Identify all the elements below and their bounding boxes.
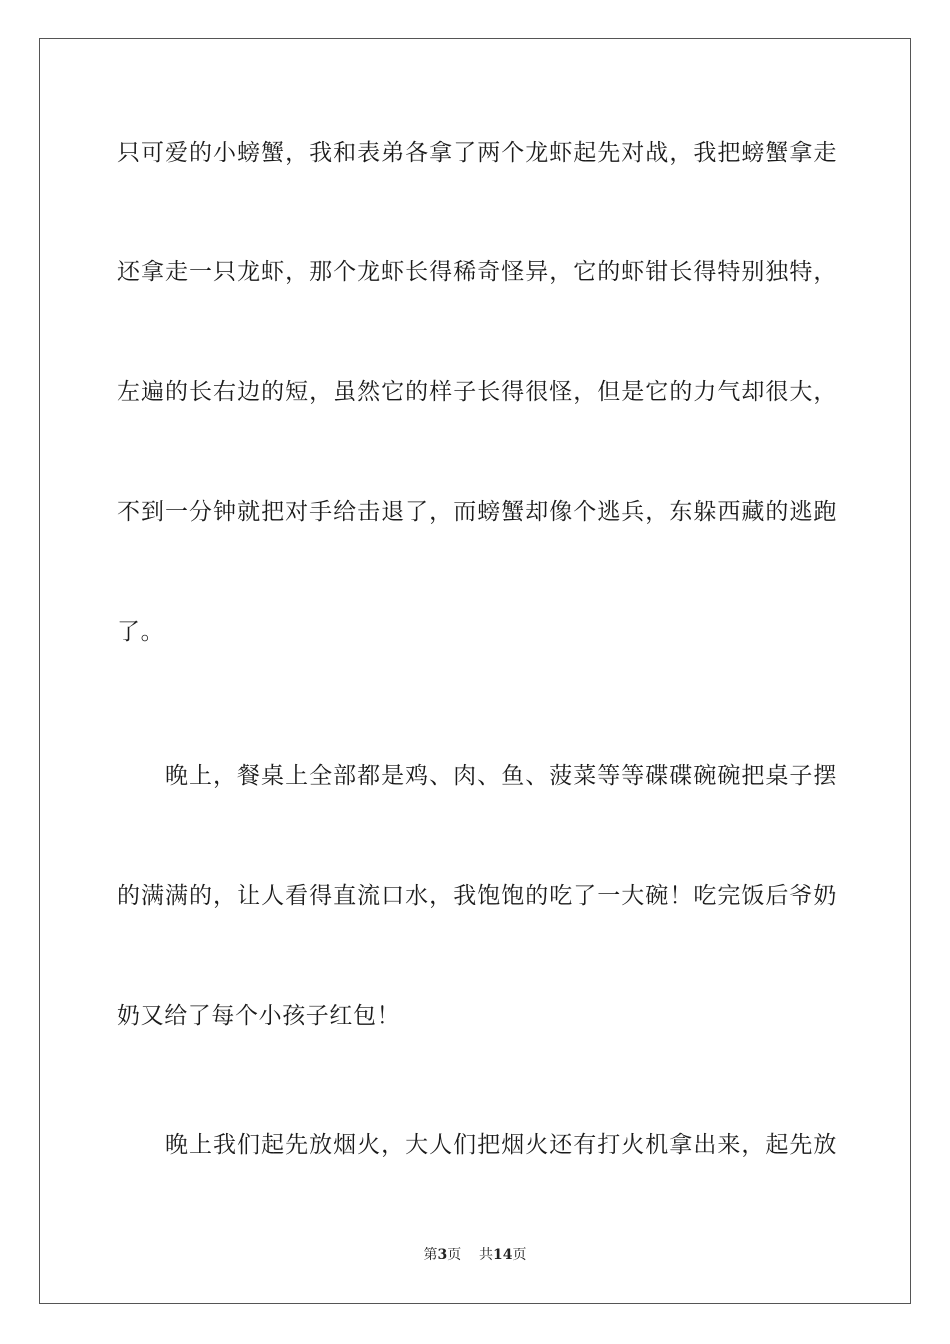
page-footer xyxy=(0,1245,950,1265)
page-suffix: 页 xyxy=(447,1247,462,1263)
total-pages: 14 xyxy=(493,1247,513,1263)
page-prefix: 第 xyxy=(423,1247,438,1263)
total-prefix: 共 xyxy=(479,1247,494,1263)
paragraph-line-5: 了。 xyxy=(117,619,165,645)
paragraph-line-3: 左遍的长右边的短，虽然它的样子长得很怪，但是它的力气却很大， xyxy=(117,379,837,405)
page-border xyxy=(39,38,911,1304)
paragraph-line-1: 只可爱的小螃蟹，我和表弟各拿了两个龙虾起先对战，我把螃蟹拿走 xyxy=(117,140,837,166)
page-number: 3 xyxy=(437,1247,448,1263)
total-suffix: 页 xyxy=(512,1247,527,1263)
paragraph-line-6: 晚上，餐桌上全部都是鸡、肉、鱼、菠菜等等碟碟碗碗把桌子摆 xyxy=(165,763,837,789)
paragraph-line-4: 不到一分钟就把对手给击退了，而螃蟹却像个逃兵，东躲西藏的逃跑 xyxy=(117,499,837,525)
paragraph-line-8: 奶又给了每个小孩子红包！ xyxy=(117,1003,401,1029)
paragraph-line-7: 的满满的，让人看得直流口水，我饱饱的吃了一大碗！吃完饭后爷奶 xyxy=(117,883,837,909)
paragraph-line-2: 还拿走一只龙虾，那个龙虾长得稀奇怪异，它的虾钳长得特别独特， xyxy=(117,259,837,285)
paragraph-line-9: 晚上我们起先放烟火，大人们把烟火还有打火机拿出来，起先放 xyxy=(165,1132,837,1158)
